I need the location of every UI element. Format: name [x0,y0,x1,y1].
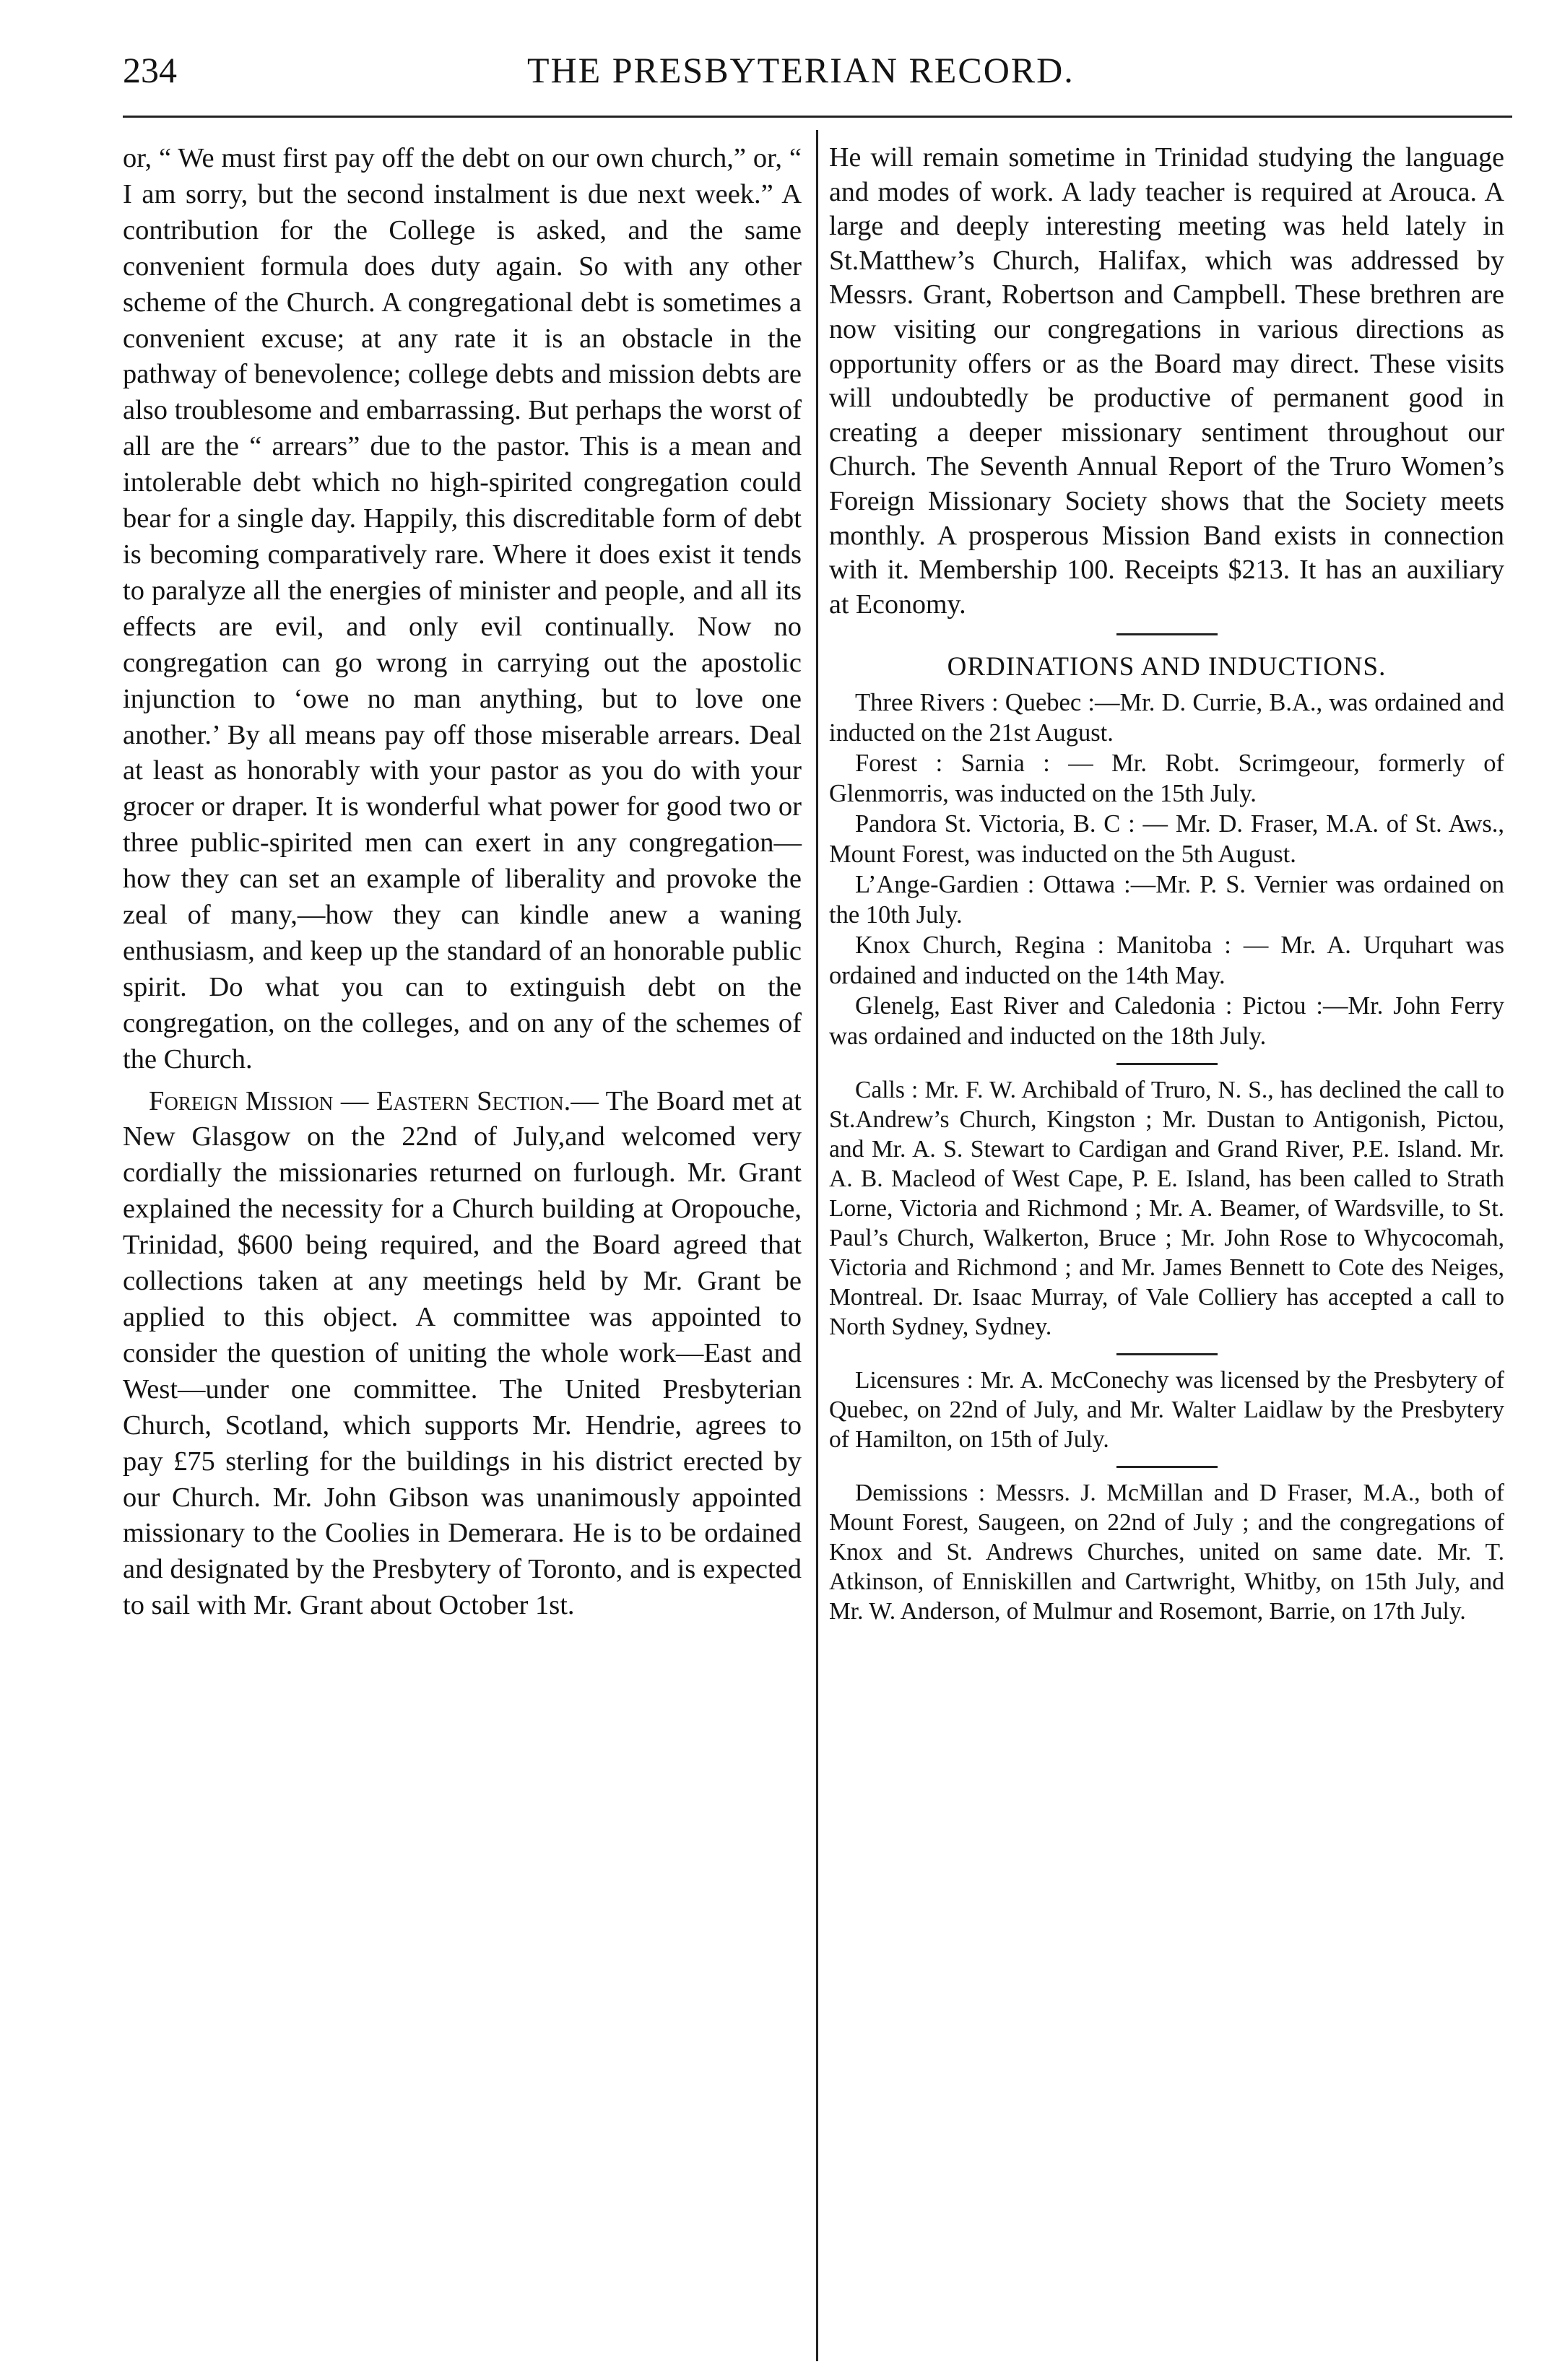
ordination-entry: Three Rivers : Quebec :—Mr. D. Currie, B.A., was ordained and inducted on the 21st August. [829,688,1504,747]
debt-paragraph: or, “ We must first pay off the debt on our own church,” or, “ I am sorry, but the second instalment is due next week.” A contribution for the College is asked, and the same convenient formula does duty again. So with any other scheme of the Church. A congregational debt is sometimes a convenient excuse; at any rate it is an obstacle in the pathway of benevolence; college debts and mission debts are also troublesome and embarrassing. But perhaps the worst of all are the “ arrears” due to the pastor. This is a mean and intolerable debt which no high-spirited congregation could bear for a single day. Happily, this discreditable form of debt is becoming comparatively rare. Where it does exist it tends to paralyze all the energies of minister and people, and all its effects are evil, and only evil continually. Now no congregation can go wrong in carrying out the apostolic injunction to ‘owe no man anything, but to love one another.’ By all means pay off those miserable arrears. Deal at least as honorably with your pastor as you do with your grocer or draper. It is wonderful what power for good two or three public-spirited men can exert in any congregation—how they can set an example of liberality and provoke the zeal of many,—how they can kindle anew a waning enthusiasm, and keep up the standard of an honorable public spirit. Do what you can to extinguish debt on the congregation, on the colleges, and on any of the schemes of the Church. [123,143,802,1074]
ordinations-heading: ORDINATIONS AND INDUCTIONS. [947,652,1387,682]
foreign-mission-paragraph [123,1084,802,1625]
licensures-paragraph: Licensures : Mr. A. McConechy was licensed by the Presbytery of Quebec, on 22nd of July, and Mr. Walter Laidlaw by the Presbytery of Hamilton, on 15th of July. [829,1366,1504,1453]
board-meeting-text: The Board met at New Glasgow on the 22nd of July,and welcomed very cordially the missionaries returned on furlough. Mr. Grant explained the necessity for a Church building at Oropouche, Trinidad, $600 being required, and the Board agreed that collections taken at any meetings held by Mr. Grant be applied to this object. A committee was appointed to consider the question of uniting the whole work—East and West—under one committee. The United Presbyterian Church, Scotland, which supports Mr. Hendrie, agrees to pay £75 sterling for the buildings in his district erected by our Church. Mr. John Gibson was unanimously appointed missionary to the Coolies in Demerara. He is to be ordained and designated by the Presbytery of Toronto, and is expected to sail with Mr. Grant about October 1st. [123,1085,802,1621]
calls-paragraph: Calls : Mr. F. W. Archibald of Truro, N. S., has declined the call to St.Andrew’s Church, Kingston ; Mr. Dustan to Antigonish, Pictou, and Mr. A. S. Stewart to Cardigan and Grand River, P.E. Island. Mr. A. B. Macleod of West Cape, P. E. Island, has been called to Strath Lorne, Victoria and Richmond ; Mr. A. Beamer, of Wardsville, to St. Paul’s Church, Walkerton, Bruce ; Mr. John Rose to Whycocomah, Victoria and Richmond ; and Mr. James Bennett to Cote des Neiges, Montreal. Dr. Isaac Murray, of Vale Colliery has accepted a call to North Sydney, Sydney. [829,1076,1504,1340]
column-divider [816,130,818,2361]
ordination-entry: L’Ange-Gardien : Ottawa :—Mr. P. S. Vernier was ordained on the 10th July. [829,870,1504,929]
ordination-entry: Pandora St. Victoria, B. C : — Mr. D. Fraser, M.A. of St. Aws., Mount Forest, was inducted on the 5th August. [829,809,1504,868]
section-rule [1116,1063,1218,1065]
ordination-entry: Glenelg, East River and Caledonia : Pictou :—Mr. John Ferry was ordained and inducted on the 18th July. [829,991,1504,1050]
right-column [829,141,1504,1626]
foreign-mission-heading: Foreign Mission — Eastern Section.— [149,1085,599,1116]
section-rule [1116,1466,1218,1468]
section-rule [1116,633,1218,635]
ordination-entry: Knox Church, Regina : Manitoba : — Mr. A. Urquhart was ordained and inducted on the 14th May. [829,931,1504,989]
page-header [123,45,1495,95]
running-title: THE PRESBYTERIAN RECORD. [527,50,1075,90]
demissions-paragraph: Demissions : Messrs. J. McMillan and D Fraser, M.A., both of Mount Forest, Saugeen, on 22nd of July ; and the congregations of Knox and St. Andrews Churches, united on same date. Mr. T. Atkinson, of Enniskillen and Cartwright, Whitby, on 15th July, and Mr. W. Anderson, of Mulmur and Rosemont, Barrie, on 17th July. [829,1479,1504,1625]
ordination-entry: Forest : Sarnia : — Mr. Robt. Scrimgeour, formerly of Glenmorris, was inducted on the 15th July. [829,749,1504,807]
section-rule [1116,1353,1218,1355]
left-column [123,141,802,1624]
header-rule [123,116,1512,118]
trinidad-paragraph: He will remain sometime in Trinidad studying the language and modes of work. A lady teacher is required at Arouca. A large and deeply interesting meeting was held lately in St.Matthew’s Church, Halifax, which was addressed by Messrs. Grant, Robertson and Campbell. These brethren are now visiting our congregations in various directions as opportunity offers or as the Board may direct. These visits will undoubtedly be productive of permanent good in creating a deeper missionary sentiment throughout our Church. The Seventh Annual Report of the Truro Women’s Foreign Missionary Society shows that the Society meets monthly. A prosperous Mission Band exists in connection with it. Membership 100. Receipts $213. It has an auxiliary at Economy. [829,142,1504,620]
page-number: 234 [123,50,177,90]
